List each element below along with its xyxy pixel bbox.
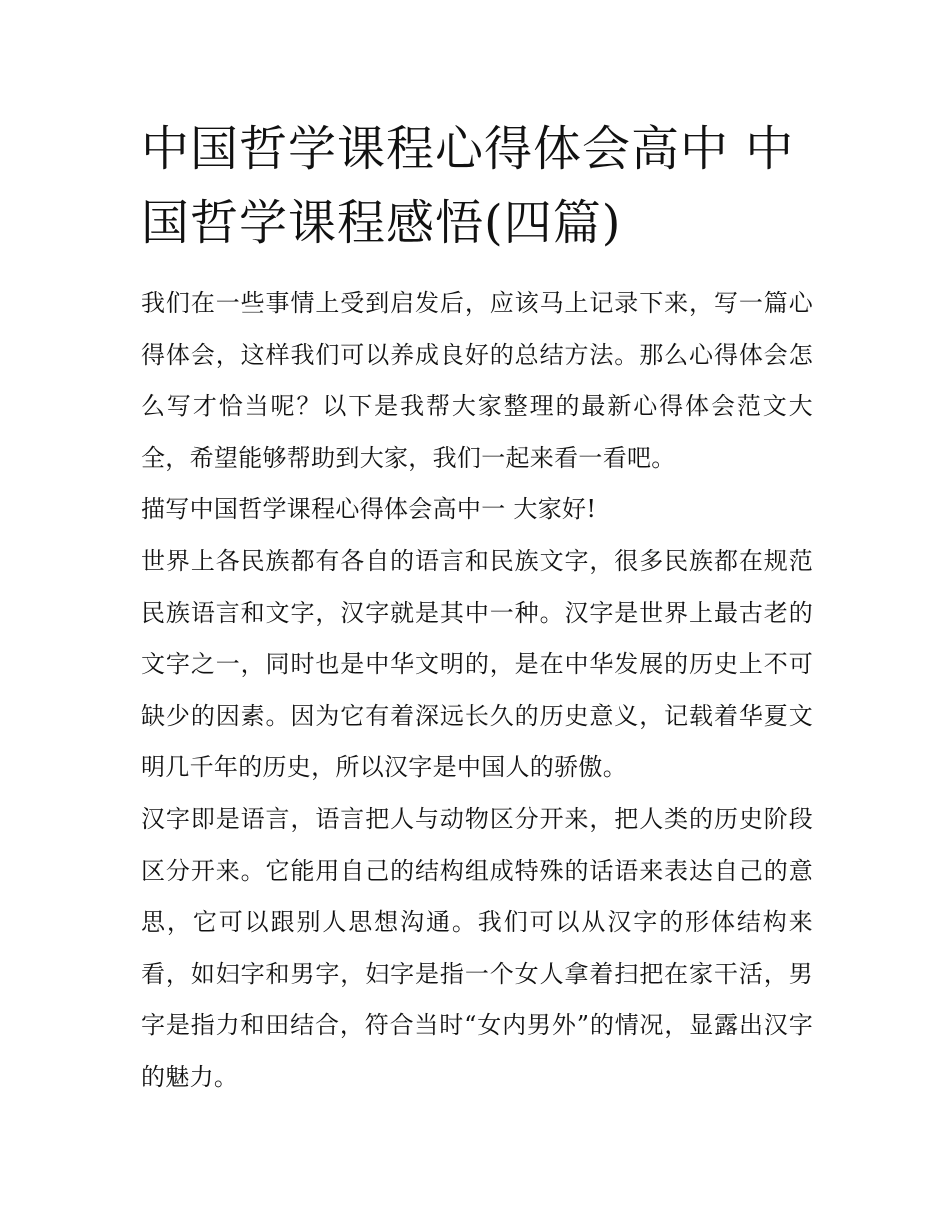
body-paragraph: 世界上各民族都有各自的语言和民族文字，很多民族都在规范民族语言和文字，汉字就是其中一种。汉字是世界上最古老的文字之一，同时也是中华文明的，是在中华发展的历史上不可缺少的因素。因为它有着深远长久的历史意义，记载着华夏文明几千年的历史，所以汉字是中国人的骄傲。 — [141, 546, 813, 782]
document-body — [141, 278, 813, 1104]
body-paragraph: 汉字即是语言，语言把人与动物区分开来，把人类的历史阶段区分开来。它能用自己的结构组成特殊的话语来表达自己的意思，它可以跟别人思想沟通。我们可以从汉字的形体结构来看，如妇字和男字，妇字是指一个女人拿着扫把在家干活，男字是指力和田结合，符合当时“女内男外”的情况，显露出汉字的魅力。 — [141, 804, 813, 1091]
intro-paragraph: 我们在一些事情上受到启发后，应该马上记录下来，写一篇心得体会，这样我们可以养成良好的总结方法。那么心得体会怎么写才恰当呢？以下是我帮大家整理的最新心得体会范文大全，希望能够帮助到大家，我们一起来看一看吧。 — [141, 289, 813, 472]
section-heading-paragraph: 描写中国哲学课程心得体会高中一 大家好! — [141, 495, 597, 524]
document-title: 中国哲学课程心得体会高中 中国哲学课程感悟(四篇) — [141, 121, 795, 251]
